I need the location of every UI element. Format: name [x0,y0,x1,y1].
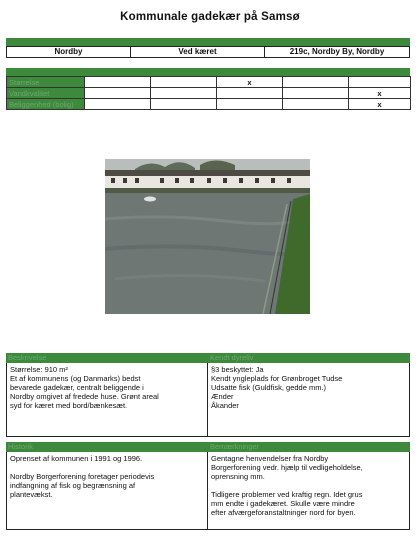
assessment-cell [85,88,151,99]
header-bar-2 [6,68,410,76]
assessment-cell [85,99,151,110]
assessment-cell [85,77,151,88]
assessment-cell [151,77,217,88]
assessment-cell [217,99,283,110]
remarks-line: Tidligere problemer ved kraftig regn. Idet grus [211,490,363,499]
assessment-cell: x [349,99,411,110]
history-header: Historik [8,442,34,451]
wildlife-line: Åkander [211,401,239,410]
section1-header [6,353,410,363]
description-line: Nordby omgivet af fredede huse. Grønt areal [10,392,159,401]
assessment-cell [349,77,411,88]
history-line: Nordby Borgerforening foretager periodevis [10,472,155,481]
remarks-line: Borgerforening vedr. hjælp til vedligeholdelse, [211,463,363,472]
assessment-cell [217,88,283,99]
assessment-cell [283,99,349,110]
wildlife-text [208,363,409,436]
description-line: syd for kæret med bord/bænkesæt. [10,401,128,410]
assessment-cell [151,88,217,99]
assessment-row [7,77,411,88]
remarks-header: Bemærkninger [210,442,260,451]
assessment-cell: x [349,88,411,99]
location-town: Nordby [7,47,131,57]
history-line: plantevækst. [10,490,53,499]
assessment-table [6,76,411,110]
pond-photo [105,159,310,314]
wildlife-line: §3 beskyttet: Ja [211,365,264,374]
header-bar [6,38,410,46]
assessment-cell: x [217,77,283,88]
assessment-label: Størrelse [7,77,85,88]
assessment-row [7,88,411,99]
wildlife-header: Kendt dyreliv [210,353,254,362]
section2-body [6,452,410,530]
assessment-label: Beliggenhed (bolig) [7,99,85,110]
wildlife-line: Udsatte fisk (Guldfisk, gedde mm.) [211,383,327,392]
description-text [7,363,208,436]
remarks-line: Gentagne henvendelser fra Nordby [211,454,329,463]
section1-body [6,363,410,437]
history-line: indfangning af fisk og begrænsning af [10,481,136,490]
remarks-line: oprensning mm. [211,472,265,481]
location-address: 219c, Nordby By, Nordby [289,47,385,56]
remarks-line: mm endte i gadekæret. Skulle være mindre [211,499,355,508]
assessment-label: Vandkvalitet [7,88,85,99]
history-line: Oprenset af kommunen i 1991 og 1996. [10,454,143,463]
assessment-cell [283,88,349,99]
section2-header [6,442,410,452]
description-line: Et af kommunens (og Danmarks) bedst [10,374,141,383]
remarks-text [208,452,409,529]
location-place: Ved kæret [131,47,265,57]
description-line: bevarede gadekær, centralt beliggende i [10,383,144,392]
history-text [7,452,208,529]
wildlife-line: Ænder [211,392,234,401]
assessment-cell [151,99,217,110]
assessment-cell [283,77,349,88]
location-row [6,46,410,58]
wildlife-line: Kendt yngleplads for Grønbroget Tudse [211,374,343,383]
description-header: Beskrivelse [8,353,47,362]
assessment-row [7,99,411,110]
page-title: Kommunale gadekær på Samsø [120,11,300,23]
remarks-line: efter afværgeforanstaltninger nord for byen. [211,508,356,517]
description-line: Størrelse: 910 m² [10,365,68,374]
